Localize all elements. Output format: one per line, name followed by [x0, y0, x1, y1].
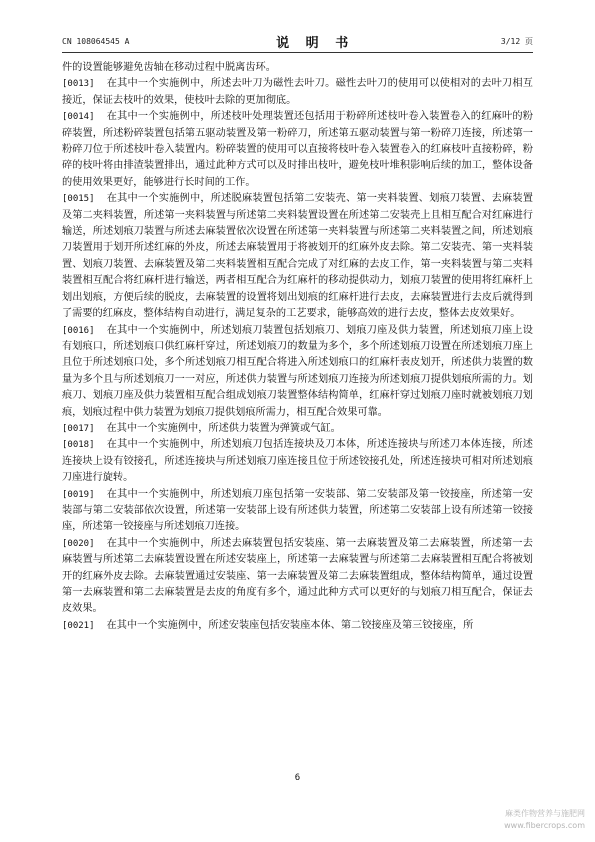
document-title: 说 明 书: [276, 35, 355, 51]
paragraph-text: 在其中一个实施例中，所述划痕刀座包括第一安装部、第二安装部及第一铰接座，所述第一安装部与第二安装部依次设置，所述第一安装部上设有所述供力装置，所述第二安装部上设有所述第一铰接座，所述第一铰接座与所述划痕刀连接。: [62, 488, 533, 533]
header-rule: [62, 52, 533, 53]
paragraph: [62, 487, 533, 536]
paragraph-number: [0014]: [62, 112, 95, 123]
paragraph-number: [0018]: [62, 440, 95, 451]
paragraph-text: 件的设置能够避免齿轴在移动过程中脱离齿环。: [62, 62, 276, 73]
publication-number: CN 108064545 A: [62, 36, 130, 46]
paragraph-number: [0019]: [62, 489, 95, 500]
page-count: 3/12 页: [500, 36, 533, 46]
paragraph: [62, 437, 533, 486]
paragraph-text: 在其中一个实施例中，所述划痕刀包括连接块及刀本体，所述连接块与所述刀本体连接，所述连接块上设有铰接孔，所述连接块与所述划痕刀座连接且位于所述铰接孔处，所述连接块可相对所述划痕刀座进行旋转。: [62, 439, 533, 484]
paragraph-text: 在其中一个实施例中，所述去叶刀为磁性去叶刀。磁性去叶刀的使用可以使相对的去叶刀相互接近，保证去枝叶的效果，使枝叶去除的更加彻底。: [62, 78, 533, 106]
paragraph-number: [0020]: [62, 538, 95, 549]
document-body: [62, 60, 533, 760]
paragraph-number: [0015]: [62, 194, 95, 205]
watermark: 麻类作物营养与施肥网 www.fibercrops.com: [504, 809, 585, 830]
paragraph: [62, 109, 533, 191]
paragraph-text: 在其中一个实施例中，所述脱麻装置包括第二安装壳、第一夹料装置、划痕刀装置、去麻装置及第二夹料装置，所述第一夹料装置与所述第二夹料装置设置在所述第二安装壳上且相互配合对红麻进行输送，所述划痕刀装置与所述去麻装置依次设置在所述第一夹料装置与所述第二夹料装置之间，所述划痕刀装置用于划开所述红麻的外皮，所述去麻装置用于将被划开的红麻外皮去除。第二安装壳、第一夹料装置、划痕刀装置、去麻装置及第二夹料装置相互配合完成了对红麻的去皮工作，第一夹料装置与第二夹料装置相互配合将红麻杆进行输送，两者相互配合为红麻杆的移动提供动力，划痕刀装置的使用将红麻杆上划出划痕，方便后续的脱皮，去麻装置的设置将划出划痕的红麻杆进行去皮，去麻装置进行去皮后就得到了需要的红麻皮，整体结构自动进行，满足复杂的工艺要求，能够高效的进行去皮，整体去皮效果好。: [62, 193, 533, 320]
paragraph-number: [0021]: [62, 620, 95, 631]
paragraph: [62, 191, 533, 322]
paragraph-text: 在其中一个实施例中，所述供力装置为弹簧或气缸。: [106, 422, 341, 434]
page-number: 6: [294, 773, 301, 783]
paragraph: [62, 421, 533, 437]
paragraph-number: [0017]: [62, 423, 95, 434]
page-header: [62, 30, 533, 52]
paragraph-text: 在其中一个实施例中，所述安装座包括安装座本体、第二铰接座及第三铰接座，所: [106, 619, 474, 631]
paragraph-text: 在其中一个实施例中，所述枝叶处理装置还包括用于粉碎所述枝叶卷入装置卷入的红麻叶的粉碎装置，所述粉碎装置包括第五驱动装置及第一粉碎刀，所述第五驱动装置与第一粉碎刀连接，所述第一粉碎刀位于所述枝叶卷入装置内。粉碎装置的使用可以直接将枝叶卷入装置卷入的红麻枝叶直接粉碎，粉碎的枝叶将由排渣装置排出，通过此种方式可以及时排出枝叶，避免枝叶堆积影响后续的加工，整体设备的使用效果更好，能够进行长时间的工作。: [62, 111, 533, 188]
paragraph: [62, 60, 533, 76]
paragraph: [62, 618, 533, 634]
paragraph-number: [0013]: [62, 79, 95, 90]
paragraph-number: [0016]: [62, 325, 95, 336]
paragraph-text: 在其中一个实施例中，所述去麻装置包括安装座、第一去麻装置及第二去麻装置，所述第一去麻装置与所述第二去麻装置设置在所述安装座上，所述第一去麻装置与所述第二去麻装置相互配合将被划开的红麻外皮去除。去麻装置通过安装座、第一去麻装置及第二去麻装置组成，整体结构简单，通过设置第一去麻装置和第二去麻装置是去皮的角度有多个，通过此种方式可以更好的与划痕刀相互配合，保证去皮效果。: [62, 537, 533, 615]
paragraph: [62, 536, 533, 618]
paragraph: [62, 323, 533, 421]
paragraph-text: 在其中一个实施例中，所述划痕刀装置包括划痕刀、划痕刀座及供力装置，所述划痕刀座上设有划痕口，所述划痕口供红麻杆穿过，所述划痕刀的数量为多个，多个所述划痕刀设置在所述划痕刀座上且位于所述划痕口处，多个所述划痕刀相互配合将进入所述划痕口的红麻杆表皮划开，所述供力装置的数量为多个且与所述划痕刀一一对应，所述供力装置与所述划痕刀连接为所述划痕刀提供划痕所需的力。划痕刀、划痕刀座及供力装置相互配合组成划痕刀装置整体结构简单，红麻杆穿过划痕刀座时就被划痕刀划痕，划痕过程中供力装置为划痕刀提供划痕所需力，相互配合效果可靠。: [62, 324, 533, 418]
paragraph: [62, 76, 533, 109]
